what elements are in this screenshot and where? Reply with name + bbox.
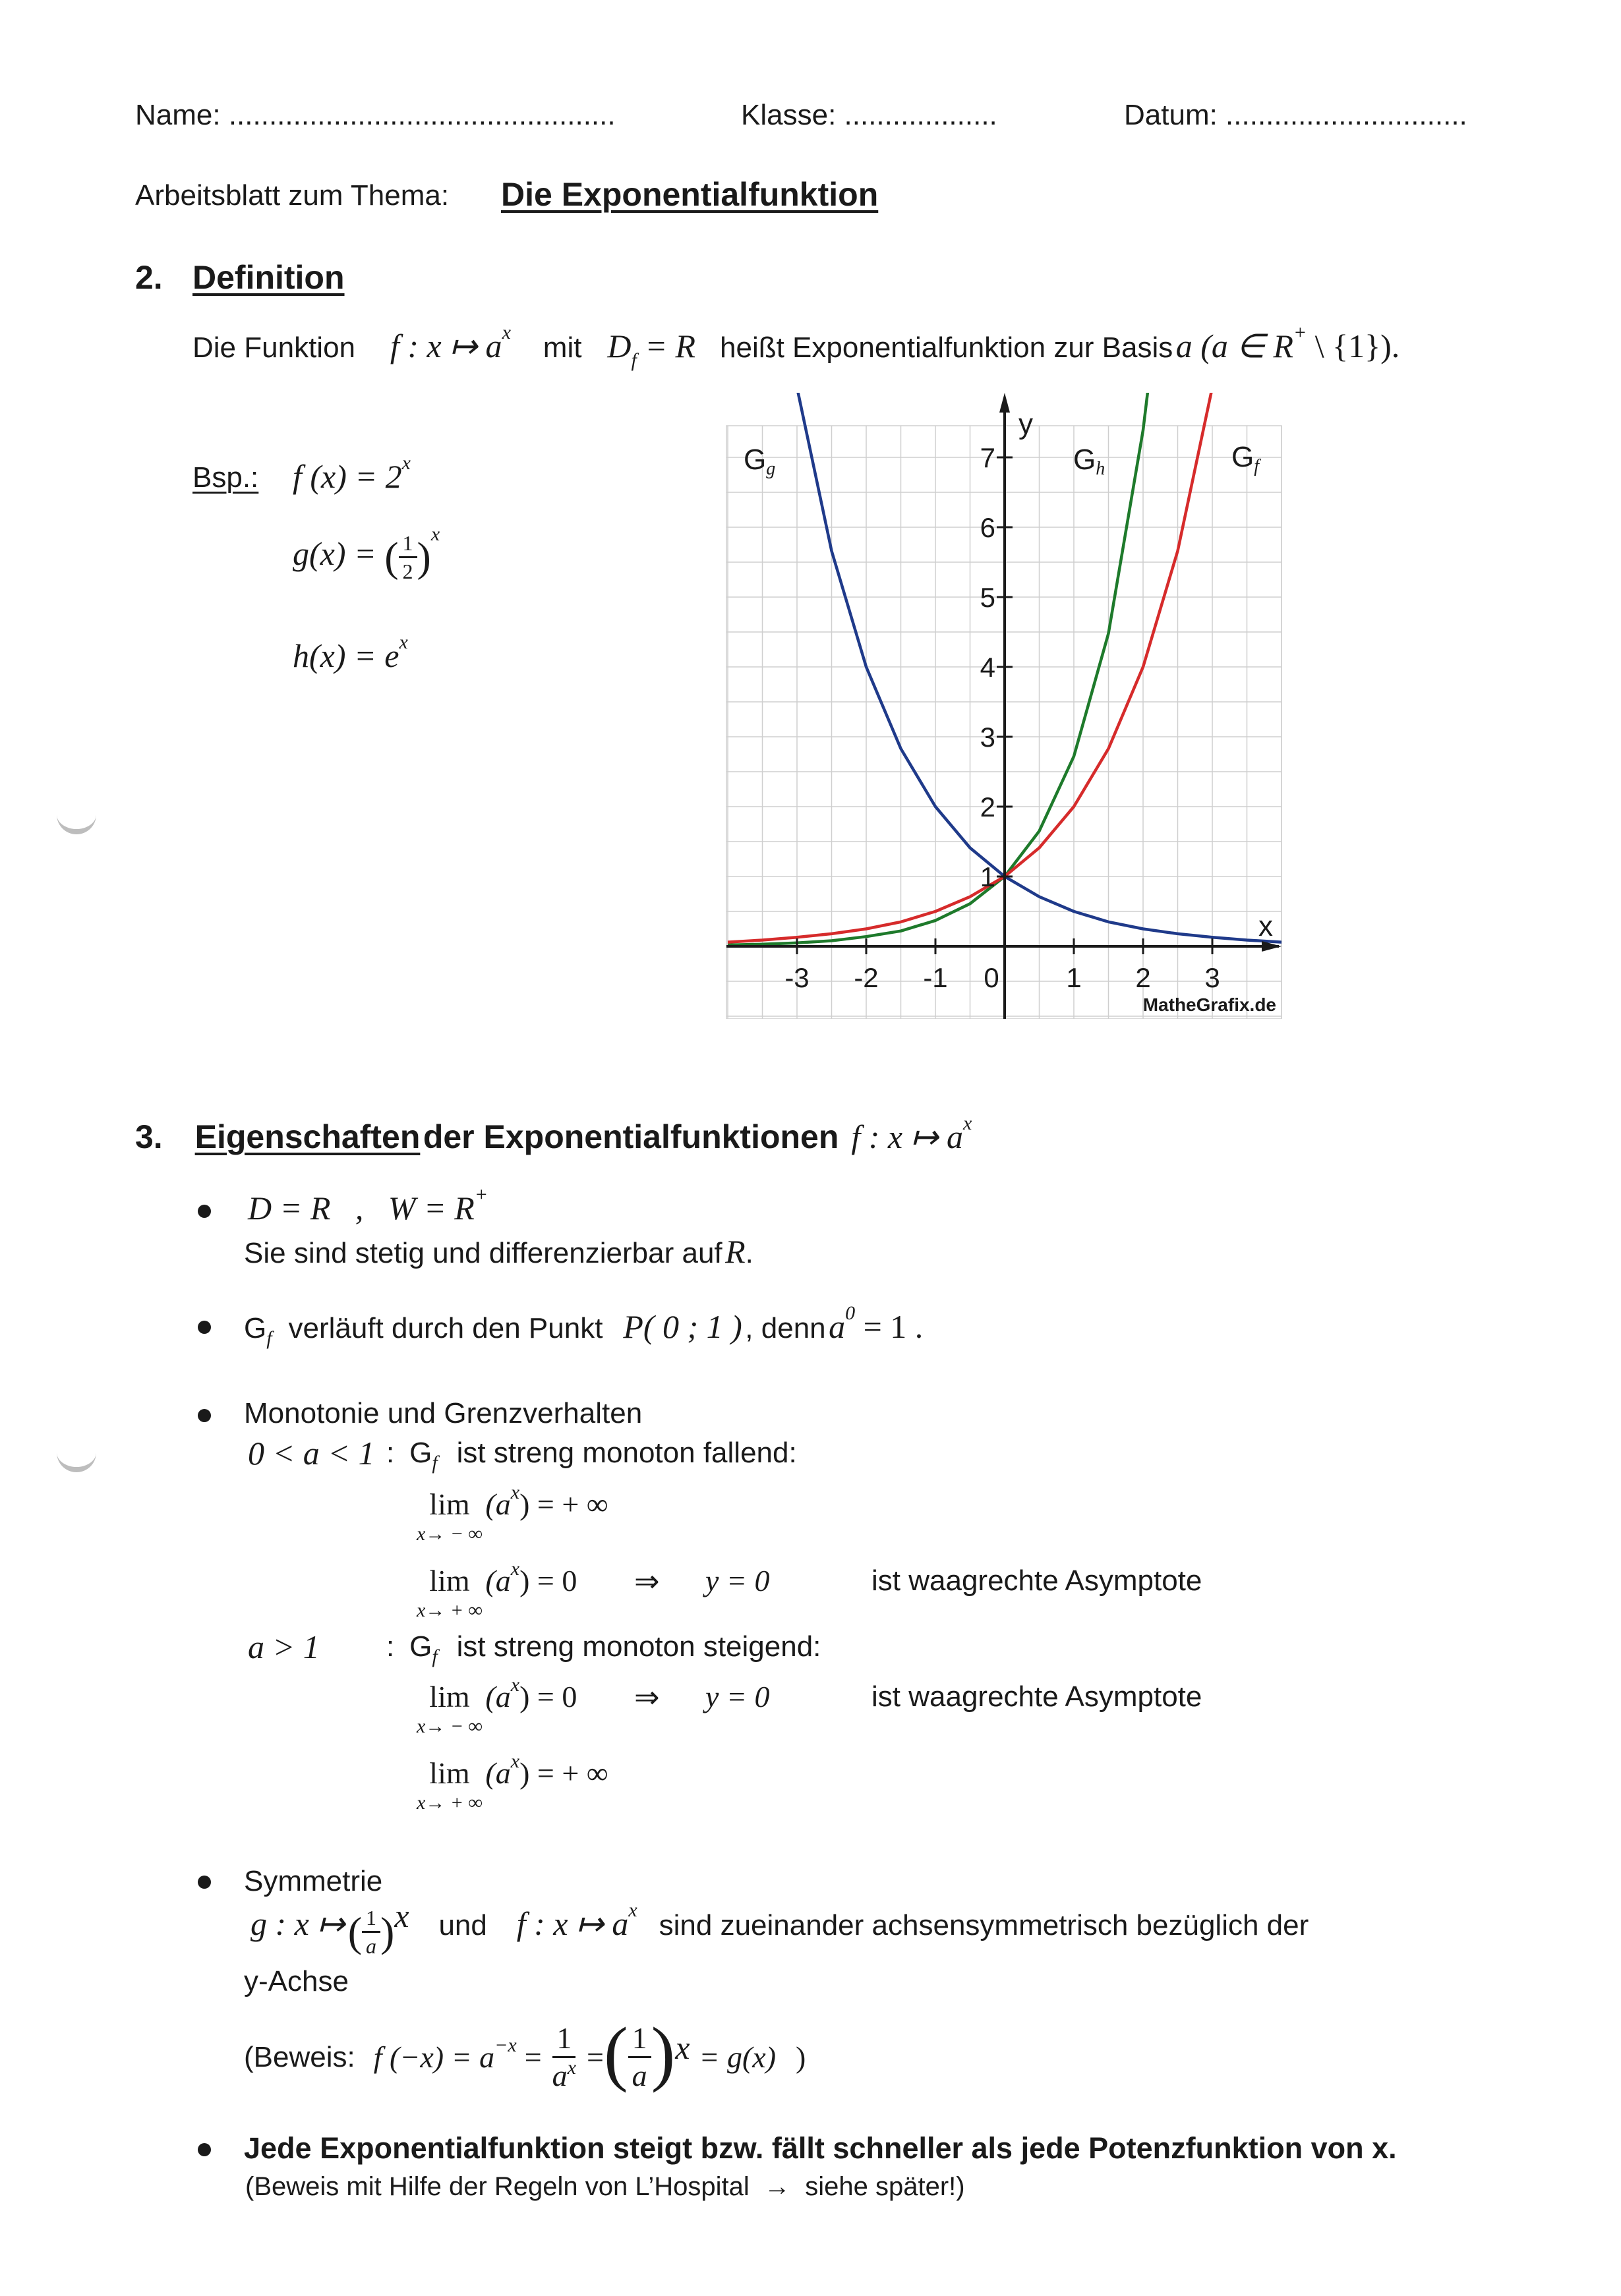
example-f: f $(x) = 2^x$ (293, 452, 411, 495)
domain-range: D = R , W = R+ (248, 1184, 488, 1226)
x-axis-label: x (1258, 910, 1273, 942)
klasse-field: Klasse: ................... (741, 99, 997, 131)
symmetrie-statement: g : x ↦ ( $\frac{1}{a}$ )$^x$ und f : x ↦ $a^x$ sind zueinander achsensymmetrisch bezüglich der (251, 1897, 1309, 1959)
y-tick-label: 4 (980, 652, 995, 683)
punch-hole-mark (57, 809, 96, 834)
y-tick-label: 5 (980, 582, 995, 613)
bullet-dot (198, 2143, 211, 2156)
series-line-f (728, 393, 1226, 942)
definition-basis: a (a ∈ R+ \ {1}). (1175, 322, 1400, 364)
name-field: Name: ................................................ (135, 99, 616, 131)
bullet-dot (198, 1205, 211, 1218)
x-tick-label: -2 (854, 962, 879, 993)
bullet-dot (198, 1409, 211, 1422)
implies-arrow: ⇒ (634, 1563, 660, 1599)
asymptote-equation: y = 0 (705, 1564, 770, 1597)
example-label: Bsp.: (192, 461, 259, 494)
series-label-h: Gh (1073, 444, 1105, 479)
potenz-note: (Beweis mit Hilfe der Regeln von L’Hospital → siehe später!) (245, 2172, 965, 2201)
definition-lead: Die Funktion (192, 331, 356, 364)
x-tick-label: -3 (784, 962, 810, 993)
series-label-f: Gf (1231, 441, 1260, 476)
example-g: g(x) = ( $\frac{1}{2}$ )$^x$ (293, 523, 440, 583)
chart-labels (744, 408, 1276, 1015)
definition-mit: mit (543, 331, 582, 364)
y-axis-label: y (1018, 408, 1033, 440)
symmetrie-proof: (Beweis: f $(-x) = a^{-x}$ = $\frac{1}{a^x}$ = ( $\frac{1}{a}$ ) $^x$ = g(x) ) (244, 2013, 806, 2093)
x-tick-label: 3 (1204, 962, 1220, 993)
potenz-statement: Jede Exponentialfunktion steigt bzw. fällt schneller als jede Potenzfunktion von x. (244, 2131, 1397, 2165)
exponential-chart (724, 393, 1284, 1019)
section-title: Definition (192, 259, 345, 296)
section-number: 2. (135, 259, 163, 296)
asymptote-equation: y = 0 (705, 1680, 770, 1713)
section-title-underlined: Eigenschaften (194, 1118, 421, 1155)
limit-3: lim x→ − ∞ $(a^x) = 0$ (417, 1674, 577, 1737)
symmetrie-axis: y-Achse (244, 1965, 349, 1997)
series-label-g: Gg (744, 444, 776, 479)
asymptote-text: ist waagrechte Asymptote (871, 1680, 1202, 1713)
limit-1: lim x→ − ∞ $(a^x)$ = + ∞ (417, 1481, 608, 1545)
y-tick-label: 3 (980, 722, 995, 753)
definition-mid: heißt Exponentialfunktion zur Basis (720, 331, 1173, 364)
x-tick-label: 2 (1135, 962, 1151, 993)
case2-statement: : Gf ist streng monoton steigend: (386, 1630, 821, 1667)
case2-condition: a > 1 (248, 1628, 320, 1665)
chart-credit: MatheGrafix.de (1142, 994, 1276, 1015)
x-tick-label: -1 (923, 962, 948, 993)
bullet-dot (198, 1321, 211, 1334)
definition-domain: $D_f = R$ (607, 328, 696, 371)
definition-sentence (192, 322, 1400, 371)
chart-axes (726, 393, 1282, 1019)
limit-4: lim x→ + ∞ $(a^x)$ = + ∞ (417, 1750, 608, 1814)
y-axis-arrow (999, 393, 1010, 413)
monotonie-title: Monotonie und Grenzverhalten (244, 1397, 643, 1429)
punch-hole-mark (57, 1447, 96, 1472)
section-number: 3. (135, 1118, 163, 1155)
y-tick-label: 1 (980, 861, 995, 892)
datum-field: Datum: .............................. (1124, 99, 1467, 131)
section3-heading (135, 1112, 972, 1156)
section-title-function: f : x ↦ $a^x$ (851, 1112, 972, 1155)
point-statement: Gf verläuft durch den Punkt P( 0 ; 1 ) , denn $a^0 = 1$ . (244, 1302, 924, 1349)
x-tick-label: 1 (1066, 962, 1082, 993)
topic-prefix: Arbeitsblatt zum Thema: (135, 179, 450, 212)
section-title-rest: der Exponentialfunktionen (423, 1118, 839, 1155)
bullet-dot (198, 1876, 211, 1889)
definition-function: f : x ↦ $a^x$ (390, 322, 511, 364)
implies-arrow: ⇒ (634, 1679, 660, 1715)
x-tick-label: 0 (984, 962, 999, 993)
page-title: Die Exponentialfunktion (501, 176, 879, 213)
y-tick-label: 7 (980, 442, 995, 473)
case1-condition: 0 < a < 1 (248, 1435, 375, 1472)
continuity-text: Sie sind stetig und differenzierbar auf R. (244, 1233, 753, 1270)
y-tick-label: 2 (980, 791, 995, 822)
example-h: $h(x) = e^x$ (293, 631, 408, 674)
symmetrie-title: Symmetrie (244, 1865, 383, 1897)
y-tick-label: 6 (980, 512, 995, 543)
case1-statement: : Gf ist streng monoton fallend: (386, 1437, 797, 1474)
asymptote-text: ist waagrechte Asymptote (871, 1564, 1202, 1597)
limit-2: lim x→ + ∞ $(a^x) = 0$ (417, 1558, 577, 1621)
